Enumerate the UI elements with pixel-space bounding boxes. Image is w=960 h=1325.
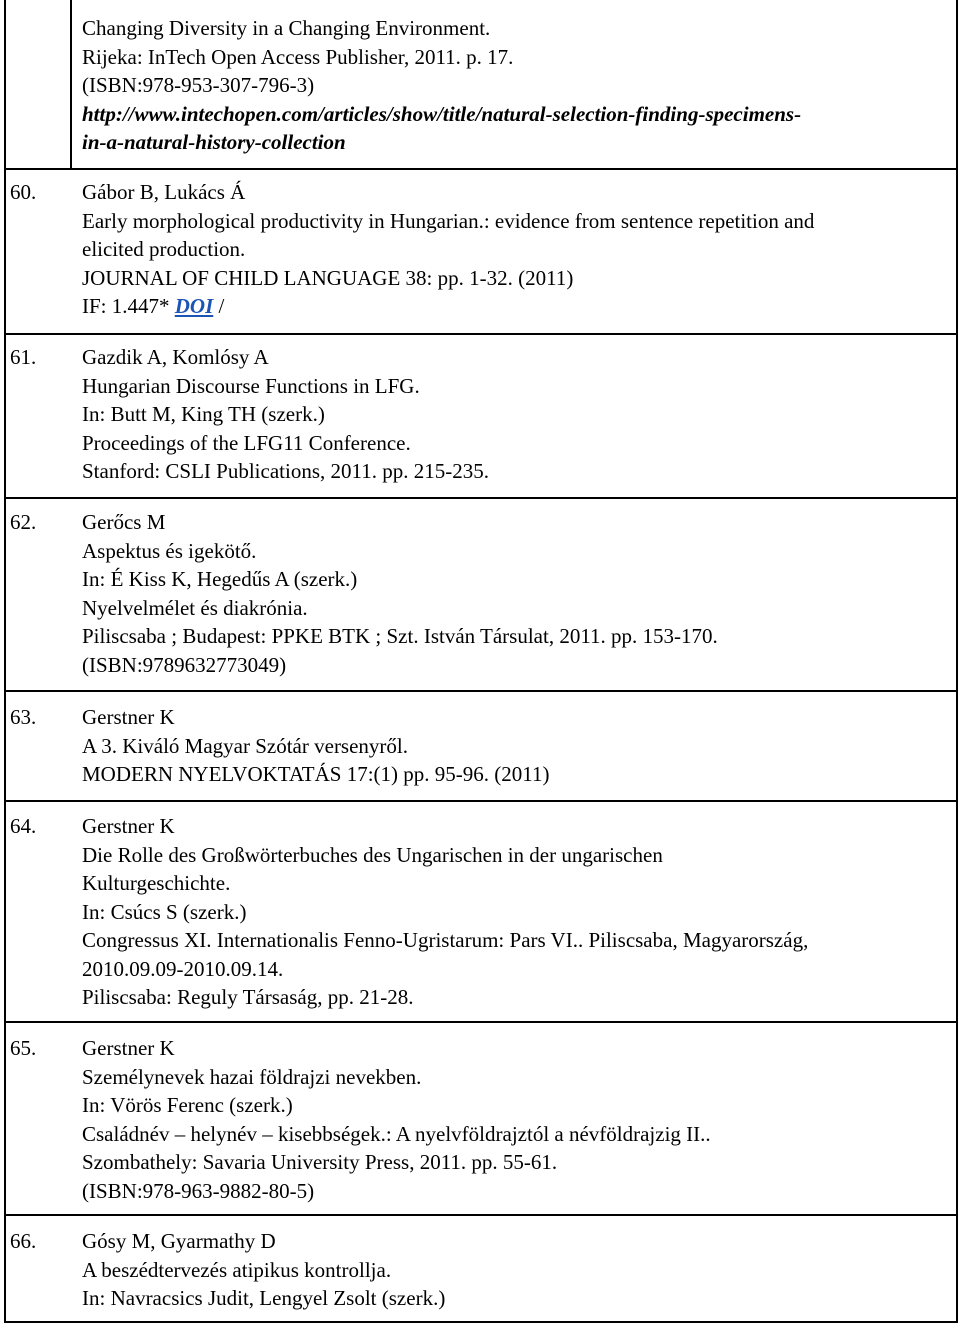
row-divider <box>4 690 958 692</box>
entry-line: Early morphological productivity in Hungarian.: evidence from sentence repetition and <box>82 208 815 233</box>
entry-authors: Gerstner K <box>82 814 175 838</box>
entry-line: (ISBN:978-963-9882-80-5) <box>82 1178 315 1203</box>
entry-line: (ISBN:978-953-307-796-3) <box>82 73 315 97</box>
bibliography-entry <box>82 703 952 789</box>
bibliography-entry <box>82 178 952 321</box>
column-divider <box>70 0 72 170</box>
row-divider <box>4 800 958 802</box>
bibliography-entry <box>82 1034 952 1205</box>
entry-line: Aspektus és igekötő. <box>82 538 257 563</box>
entry-line: Die Rolle des Großwörterbuches des Ungarischen in der ungarischen <box>82 842 663 867</box>
entry-number: 64. <box>10 814 37 838</box>
entry-number: 63. <box>10 705 37 729</box>
entry-line: Személynevek hazai földrajzi nevekben. <box>82 1064 422 1089</box>
entry-line: A beszédtervezés atipikus kontrollja. <box>82 1257 392 1282</box>
row-divider <box>4 497 958 499</box>
entry-line: Stanford: CSLI Publications, 2011. pp. 215-235. <box>82 459 489 483</box>
row-divider <box>4 333 958 335</box>
entry-line: Szombathely: Savaria University Press, 2011. pp. 55-61. <box>82 1150 558 1174</box>
entry-authors: Gerstner K <box>82 705 175 729</box>
entry-url-link[interactable]: in-a-natural-history-collection <box>82 130 346 154</box>
entry-number: 60. <box>10 180 37 204</box>
bibliography-entry <box>82 812 952 1012</box>
continued-entry <box>82 14 952 157</box>
if-text: IF: 1.447* <box>82 294 175 318</box>
entry-line: Changing Diversity in a Changing Environment. <box>82 16 491 40</box>
entry-line: Proceedings of the LFG11 Conference. <box>82 430 411 455</box>
bibliography-entry <box>82 343 952 486</box>
entry-url-link[interactable]: http://www.intechopen.com/articles/show/title/natural-selection-finding-specimens- <box>82 101 802 126</box>
entry-line: In: É Kiss K, Hegedűs A (szerk.) <box>82 567 358 591</box>
entry-authors: Gerőcs M <box>82 510 166 534</box>
entry-line: (ISBN:9789632773049) <box>82 652 287 677</box>
entry-line: In: Navracsics Judit, Lengyel Zsolt (szerk.) <box>82 1286 446 1310</box>
entry-number: 65. <box>10 1036 37 1060</box>
entry-authors: Gósy M, Gyarmathy D <box>82 1229 276 1253</box>
if-suffix: / <box>213 294 225 318</box>
entry-line: Piliscsaba ; Budapest: PPKE BTK ; Szt. István Társulat, 2011. pp. 153-170. <box>82 624 718 648</box>
entry-number: 62. <box>10 510 37 534</box>
entry-authors: Gábor B, Lukács Á <box>82 180 246 204</box>
entry-authors: Gerstner K <box>82 1036 175 1060</box>
entry-line: In: Vörös Ferenc (szerk.) <box>82 1093 293 1117</box>
entry-authors: Gazdik A, Komlósy A <box>82 345 269 369</box>
table-bottom-border <box>4 1321 958 1323</box>
entry-line: Családnév – helynév – kisebbségek.: A nyelvföldrajztól a névföldrajzig II.. <box>82 1121 711 1146</box>
entry-line: JOURNAL OF CHILD LANGUAGE 38: pp. 1-32. (2011) <box>82 265 574 290</box>
entry-line: Kulturgeschichte. <box>82 871 231 895</box>
entry-line: Piliscsaba: Reguly Társaság, pp. 21-28. <box>82 985 414 1009</box>
entry-line: A 3. Kiváló Magyar Szótár versenyről. <box>82 733 409 758</box>
entry-line: Hungarian Discourse Functions in LFG. <box>82 373 420 398</box>
entry-line: In: Butt M, King TH (szerk.) <box>82 402 325 426</box>
entry-line: Rijeka: InTech Open Access Publisher, 2011. p. 17. <box>82 44 514 69</box>
entry-number: 61. <box>10 345 37 369</box>
entry-line: In: Csúcs S (szerk.) <box>82 899 247 924</box>
bibliography-entry <box>82 1227 952 1313</box>
bibliography-entry <box>82 508 952 679</box>
entry-impact-factor <box>82 292 952 321</box>
entry-line: MODERN NYELVOKTATÁS 17:(1) pp. 95-96. (2011) <box>82 762 550 786</box>
entry-number: 66. <box>10 1229 37 1253</box>
entry-line: elicited production. <box>82 237 246 261</box>
doi-link[interactable]: DOI <box>174 294 214 318</box>
entry-line: Nyelvelmélet és diakrónia. <box>82 595 308 620</box>
row-divider <box>4 1021 958 1023</box>
row-divider <box>4 168 958 170</box>
entry-line: Congressus XI. Internationalis Fenno-Ugristarum: Pars VI.. Piliscsaba, Magyarország, <box>82 928 809 952</box>
row-divider <box>4 1214 958 1216</box>
entry-line: 2010.09.09-2010.09.14. <box>82 956 284 981</box>
